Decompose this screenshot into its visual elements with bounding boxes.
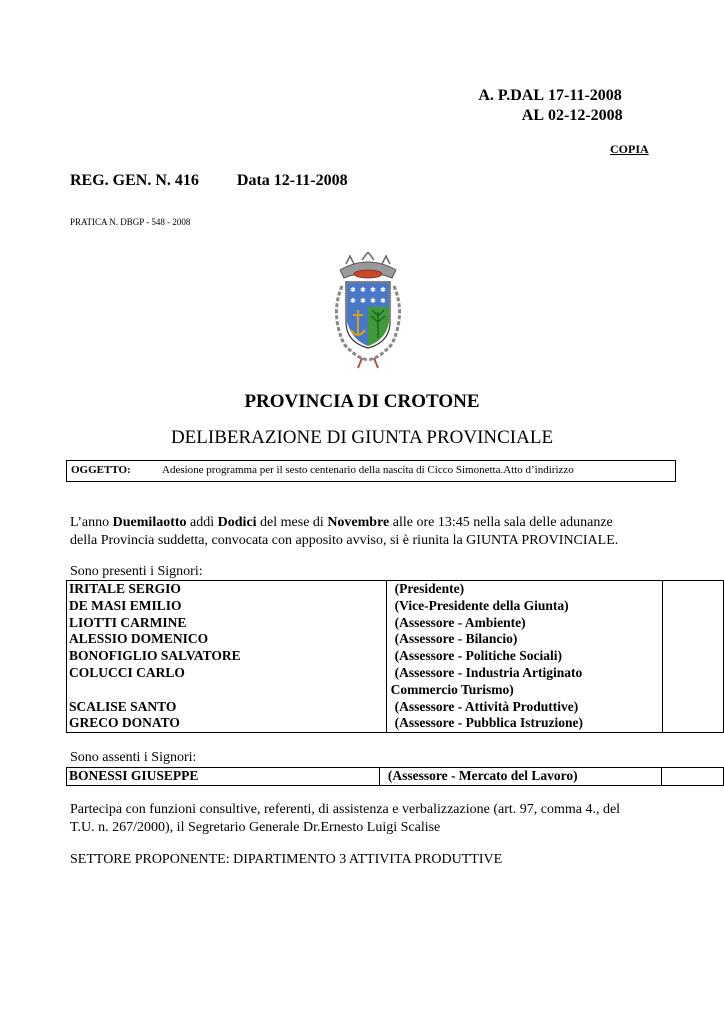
oggetto-box bbox=[66, 460, 676, 482]
intro-line-1 bbox=[70, 515, 613, 531]
member-name: ALESSIO DOMENICO bbox=[69, 631, 209, 647]
copia-label: COPIA bbox=[610, 142, 649, 156]
table-row bbox=[67, 581, 724, 733]
publication-al-line bbox=[464, 107, 623, 125]
register-date: Data 12-11-2008 bbox=[236, 172, 348, 189]
oggetto-text: Adesione programma per il sesto centenario della nascita di Cicco Simonetta.Atto d’indirizzo bbox=[162, 464, 574, 476]
present-extra-cell bbox=[662, 581, 723, 733]
member-name: BONOFIGLIO SALVATORE bbox=[69, 648, 241, 664]
member-name: COLUCCI CARLO bbox=[69, 664, 185, 680]
present-names-cell bbox=[67, 581, 387, 733]
partecipa-line-2: T.U. n. 267/2000), il Segretario Generale Dr.Ernesto Luigi Scalise bbox=[70, 820, 441, 835]
member-name: GRECO DONATO bbox=[69, 715, 180, 731]
absent-heading: Sono assenti i Signori: bbox=[70, 750, 197, 765]
member-name: IRITALE SERGIO bbox=[69, 581, 181, 596]
intro-text: del mese di bbox=[256, 515, 328, 530]
absent-extra-cell bbox=[662, 768, 724, 786]
register-number: REG. GEN. N. 416 bbox=[70, 172, 199, 189]
absent-name-cell bbox=[67, 768, 380, 786]
register-line bbox=[70, 172, 348, 190]
member-name: LIOTTI CARMINE bbox=[69, 614, 187, 630]
member-role: Commercio Turismo) bbox=[390, 681, 514, 697]
member-role: (Assessore - Industria Artiginato bbox=[394, 664, 583, 680]
oggetto-label: OGGETTO: bbox=[71, 464, 131, 476]
publication-dal-label: A. P.DAL bbox=[478, 87, 544, 104]
svg-text:✱: ✱ bbox=[350, 286, 356, 294]
table-row bbox=[67, 768, 724, 786]
member-role: (Assessore - Mercato del Lavoro) bbox=[387, 768, 578, 783]
intro-text: L’anno bbox=[70, 515, 113, 530]
intro-line-2: della Provincia suddetta, convocata con apposito avviso, si è riunita la GIUNTA PROVINCIALE. bbox=[70, 533, 619, 548]
pratica-number: PRATICA N. DBGP - 548 - 2008 bbox=[70, 217, 191, 227]
publication-al-label: AL bbox=[521, 107, 544, 124]
svg-text:✱: ✱ bbox=[380, 297, 386, 305]
member-role: (Assessore - Ambiente) bbox=[394, 614, 526, 630]
member-role: (Vice-Presidente della Giunta) bbox=[394, 597, 569, 613]
intro-year: Duemilaotto bbox=[112, 515, 187, 530]
intro-month: Novembre bbox=[327, 515, 390, 530]
member-role: (Assessore - Bilancio) bbox=[394, 631, 518, 647]
member-role: (Presidente) bbox=[394, 581, 465, 596]
settore-proponente: SETTORE PROPONENTE: DIPARTIMENTO 3 ATTIVITA PRODUTTIVE bbox=[70, 852, 503, 867]
svg-text:✱: ✱ bbox=[350, 297, 356, 305]
intro-text: alle ore 13:45 nella sala delle adunanze bbox=[389, 515, 613, 530]
member-name: BONESSI GIUSEPPE bbox=[69, 768, 199, 783]
partecipa-line-1: Partecipa con funzioni consultive, referenti, di assistenza e verbalizzazione (art. 97, comma 4., del bbox=[70, 802, 621, 817]
svg-text:✱: ✱ bbox=[370, 286, 376, 294]
member-name bbox=[69, 682, 384, 699]
member-role: (Assessore - Attività Produttive) bbox=[394, 698, 579, 714]
member-name: SCALISE SANTO bbox=[69, 698, 177, 714]
svg-text:✱: ✱ bbox=[360, 286, 366, 294]
svg-text:✱: ✱ bbox=[380, 286, 386, 294]
publication-dal-line bbox=[464, 87, 622, 105]
present-members-table bbox=[66, 580, 724, 733]
page-title: PROVINCIA DI CROTONE bbox=[244, 391, 480, 412]
publication-dal-date: 17-11-2008 bbox=[548, 87, 622, 104]
member-role: (Assessore - Pubblica Istruzione) bbox=[394, 715, 584, 731]
publication-al-date: 02-12-2008 bbox=[548, 107, 623, 124]
svg-text:✱: ✱ bbox=[370, 297, 376, 305]
member-name: DE MASI EMILIO bbox=[69, 597, 182, 613]
svg-text:✱: ✱ bbox=[360, 297, 366, 305]
absent-role-cell bbox=[379, 768, 661, 786]
intro-text: addì bbox=[186, 515, 218, 530]
intro-day: Dodici bbox=[217, 515, 257, 530]
page-subtitle: DELIBERAZIONE DI GIUNTA PROVINCIALE bbox=[170, 427, 554, 448]
absent-members-table bbox=[66, 767, 724, 786]
member-role: (Assessore - Politiche Sociali) bbox=[394, 648, 563, 664]
present-roles-cell bbox=[386, 581, 662, 733]
coat-of-arms-icon bbox=[328, 252, 408, 372]
present-heading: Sono presenti i Signori: bbox=[70, 564, 203, 579]
